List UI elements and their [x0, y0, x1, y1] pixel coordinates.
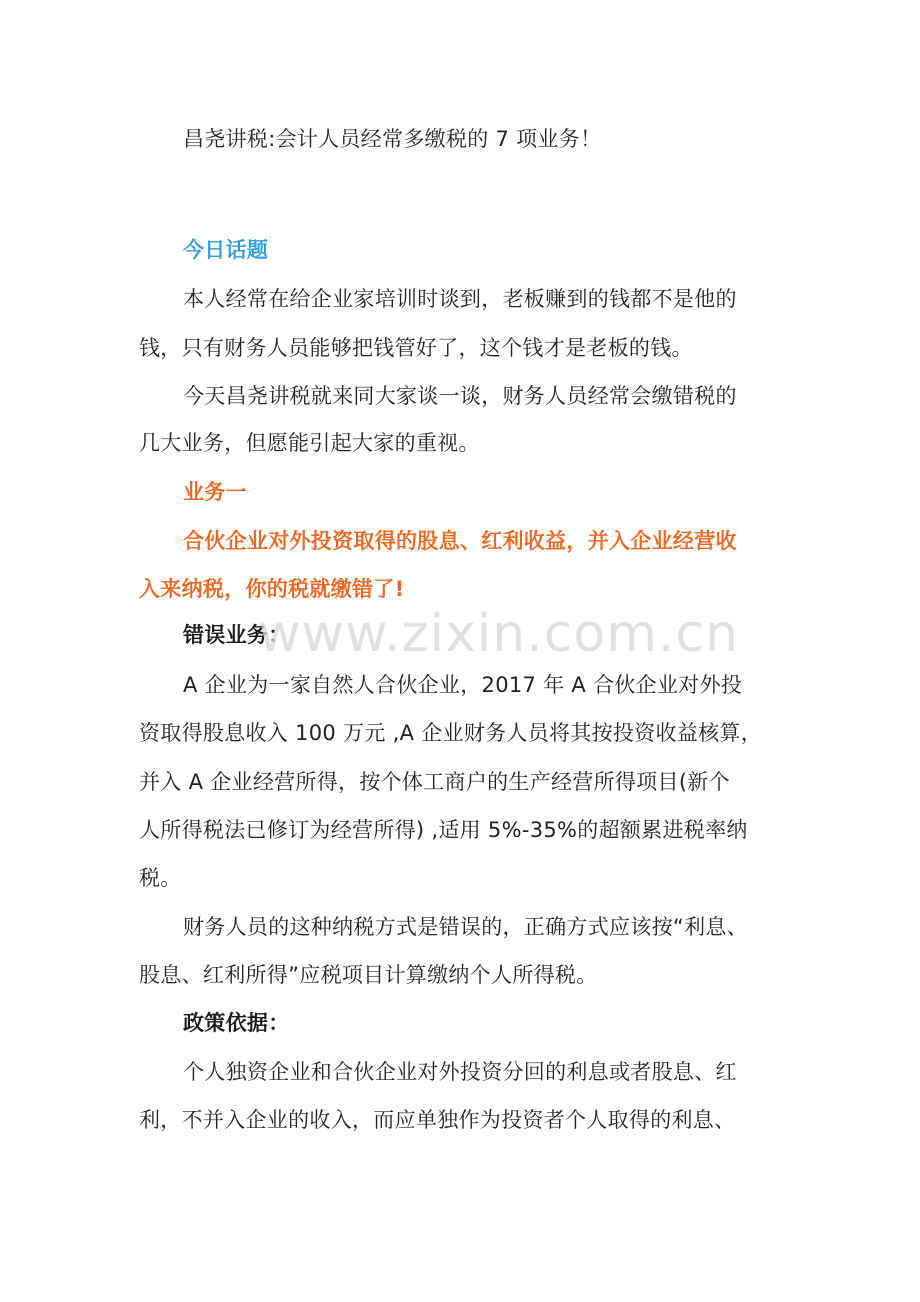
intro-paragraph-1-line-2: 钱，只有财务人员能够把钱管好了，这个钱才是老板的钱。	[139, 336, 693, 360]
policy-paragraph-line-1: 个人独资企业和合伙企业对外投资分回的利息或者股息、红	[183, 1060, 737, 1084]
correct-paragraph-line-2: 股息、红利所得”应税项目计算缴纳个人所得税。	[139, 963, 598, 987]
error-paragraph-line-5: 税。	[139, 866, 182, 890]
error-business-label: 错误业务：	[183, 623, 290, 647]
error-paragraph-line-3: 并入 A 企业经营所得，按个体工商户的生产经营所得项目(新个	[139, 770, 730, 794]
correct-paragraph-line-1: 财务人员的这种纳税方式是错误的，正确方式应该按“利息、	[183, 915, 748, 939]
error-paragraph-line-2: 资取得股息收入 100 万元 ,A 企业财务人员将其按投资收益核算，	[139, 721, 763, 745]
section-1-headline-line-2: 入来纳税，你的税就缴错了!	[139, 577, 405, 601]
article-title: 昌尧讲税:会计人员经常多缴税的 7 项业务！	[183, 127, 602, 151]
section-1-label: 业务一	[183, 480, 247, 504]
section-1-headline-line-1: 合伙企业对外投资取得的股息、红利收益，并入企业经营收	[183, 529, 737, 553]
intro-paragraph-2-line-2: 几大业务，但愿能引起大家的重视。	[139, 431, 480, 455]
watermark: www.zixin.com.cn	[258, 604, 739, 664]
intro-paragraph-2-line-1: 今天昌尧讲税就来同大家谈一谈，财务人员经常会缴错税的	[183, 384, 737, 408]
policy-paragraph-line-2: 利，不并入企业的收入，而应单独作为投资者个人取得的利息、	[139, 1108, 736, 1132]
error-paragraph-line-1: A 企业为一家自然人合伙企业，2017 年 A 合伙企业对外投	[183, 673, 743, 697]
error-paragraph-line-4: 人所得税法已修订为经营所得) ,适用 5%-35%的超额累进税率纳	[139, 818, 748, 842]
intro-paragraph-1-line-1: 本人经常在给企业家培训时谈到，老板赚到的钱都不是他的	[183, 287, 737, 311]
topic-heading: 今日话题	[183, 238, 269, 262]
policy-basis-label: 政策依据：	[183, 1011, 290, 1035]
